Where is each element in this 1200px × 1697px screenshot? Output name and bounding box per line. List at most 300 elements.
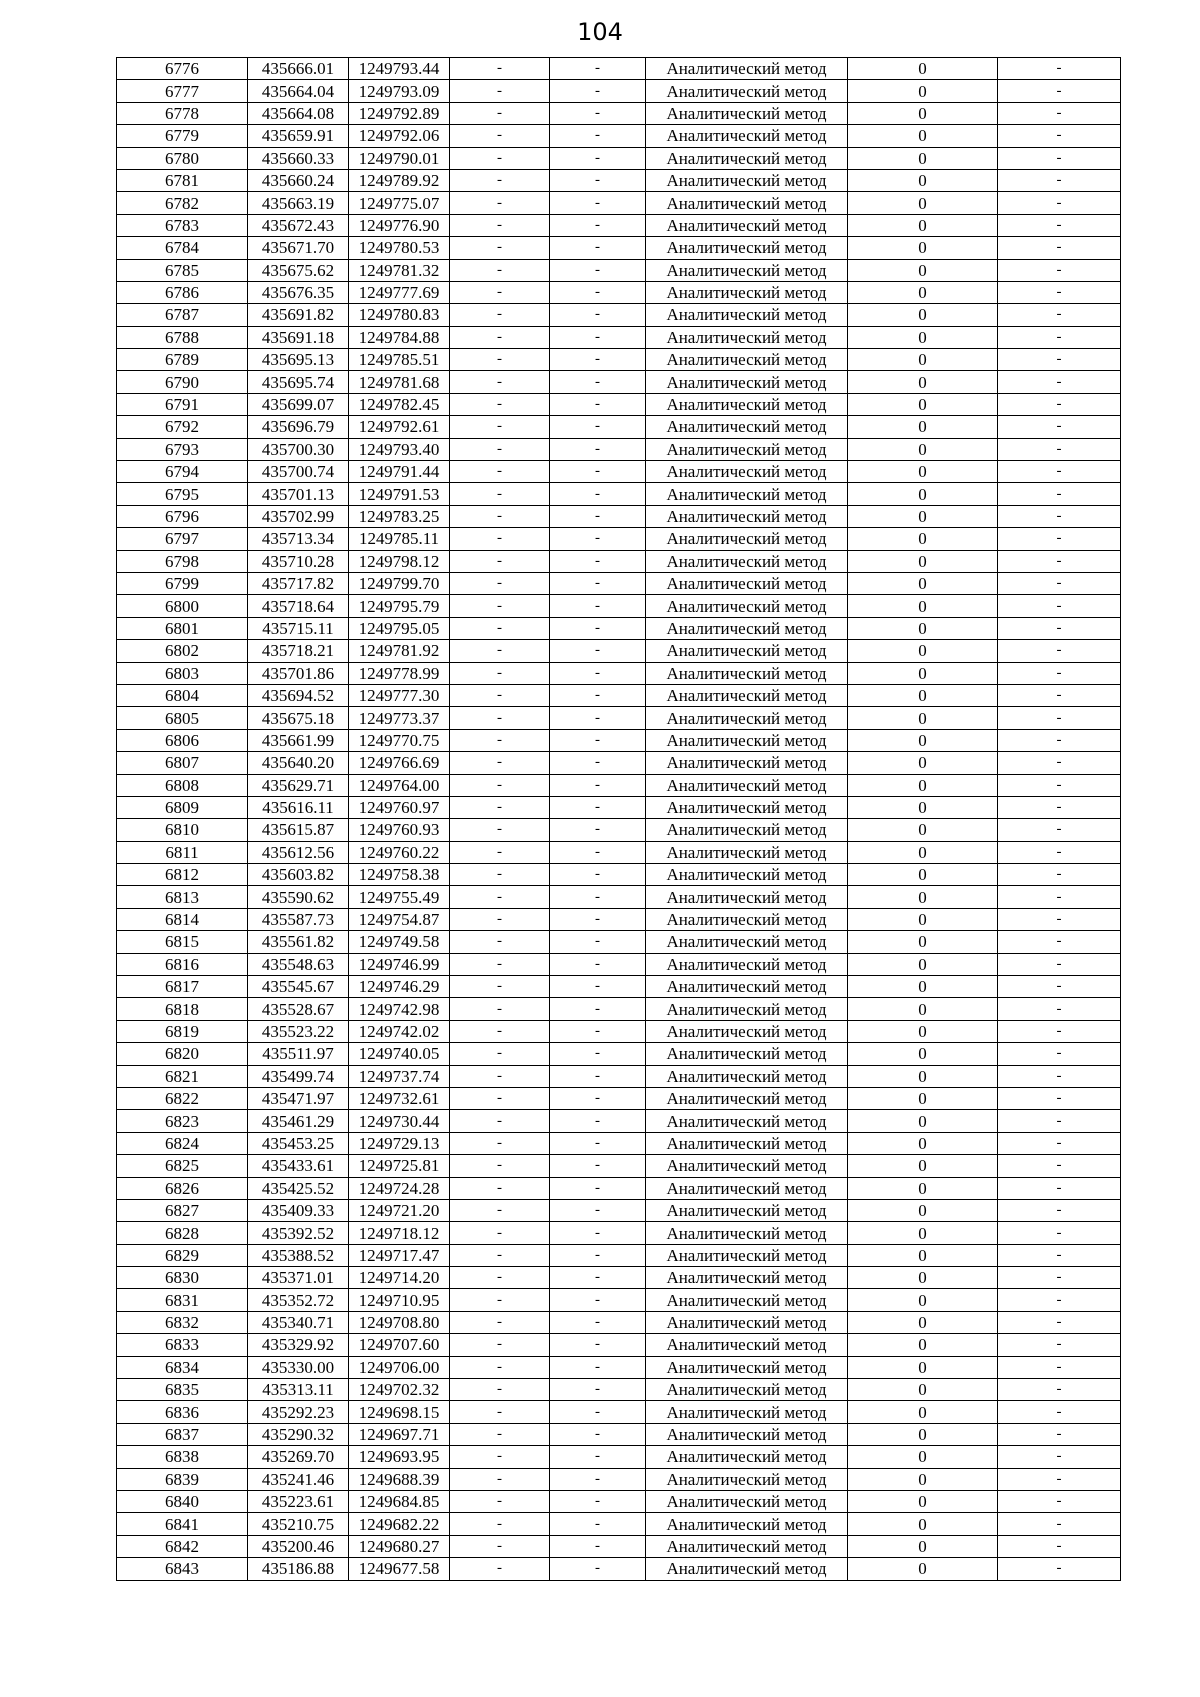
point-number-cell: 6813 — [117, 886, 248, 908]
table-row — [117, 819, 1121, 841]
table-row — [117, 1558, 1121, 1580]
error-cell: 0 — [848, 819, 998, 841]
col4-cell: - — [450, 729, 550, 751]
point-number-cell: 6830 — [117, 1267, 248, 1289]
col8-cell: - — [998, 1423, 1121, 1445]
method-cell: Аналитический метод — [646, 1177, 848, 1199]
table-row — [117, 304, 1121, 326]
col4-cell: - — [450, 1334, 550, 1356]
y-coordinate-cell: 1249784.88 — [349, 326, 450, 348]
y-coordinate-cell: 1249742.02 — [349, 1020, 450, 1042]
col5-cell: - — [550, 483, 646, 505]
x-coordinate-cell: 435615.87 — [248, 819, 349, 841]
point-number-cell: 6835 — [117, 1379, 248, 1401]
col8-cell: - — [998, 1446, 1121, 1468]
method-cell: Аналитический метод — [646, 953, 848, 975]
col8-cell: - — [998, 169, 1121, 191]
y-coordinate-cell: 1249707.60 — [349, 1334, 450, 1356]
x-coordinate-cell: 435691.18 — [248, 326, 349, 348]
table-row — [117, 1132, 1121, 1154]
method-cell: Аналитический метод — [646, 393, 848, 415]
point-number-cell: 6804 — [117, 684, 248, 706]
table-row — [117, 416, 1121, 438]
col5-cell: - — [550, 1468, 646, 1490]
table-row — [117, 1155, 1121, 1177]
y-coordinate-cell: 1249791.44 — [349, 461, 450, 483]
x-coordinate-cell: 435186.88 — [248, 1558, 349, 1580]
error-cell: 0 — [848, 998, 998, 1020]
point-number-cell: 6843 — [117, 1558, 248, 1580]
col4-cell: - — [450, 1110, 550, 1132]
table-row — [117, 1401, 1121, 1423]
x-coordinate-cell: 435691.82 — [248, 304, 349, 326]
error-cell: 0 — [848, 304, 998, 326]
error-cell: 0 — [848, 841, 998, 863]
col4-cell: - — [450, 1087, 550, 1109]
col5-cell: - — [550, 1155, 646, 1177]
col5-cell: - — [550, 931, 646, 953]
col5-cell: - — [550, 662, 646, 684]
col5-cell: - — [550, 550, 646, 572]
col5-cell: - — [550, 572, 646, 594]
x-coordinate-cell: 435200.46 — [248, 1535, 349, 1557]
error-cell: 0 — [848, 684, 998, 706]
col5-cell: - — [550, 1087, 646, 1109]
method-cell: Аналитический метод — [646, 841, 848, 863]
col8-cell: - — [998, 1558, 1121, 1580]
method-cell: Аналитический метод — [646, 416, 848, 438]
y-coordinate-cell: 1249688.39 — [349, 1468, 450, 1490]
x-coordinate-cell: 435664.08 — [248, 102, 349, 124]
col4-cell: - — [450, 281, 550, 303]
point-number-cell: 6808 — [117, 774, 248, 796]
col4-cell: - — [450, 707, 550, 729]
point-number-cell: 6791 — [117, 393, 248, 415]
table-row — [117, 976, 1121, 998]
method-cell: Аналитический метод — [646, 1043, 848, 1065]
col4-cell: - — [450, 908, 550, 930]
col4-cell: - — [450, 1065, 550, 1087]
col4-cell: - — [450, 483, 550, 505]
table-row — [117, 1177, 1121, 1199]
col4-cell: - — [450, 998, 550, 1020]
col8-cell: - — [998, 438, 1121, 460]
error-cell: 0 — [848, 640, 998, 662]
col5-cell: - — [550, 349, 646, 371]
col4-cell: - — [450, 1222, 550, 1244]
method-cell: Аналитический метод — [646, 1222, 848, 1244]
col8-cell: - — [998, 908, 1121, 930]
col4-cell: - — [450, 572, 550, 594]
table-row — [117, 349, 1121, 371]
col4-cell: - — [450, 1267, 550, 1289]
y-coordinate-cell: 1249721.20 — [349, 1199, 450, 1221]
col5-cell: - — [550, 259, 646, 281]
y-coordinate-cell: 1249781.92 — [349, 640, 450, 662]
col8-cell: - — [998, 461, 1121, 483]
y-coordinate-cell: 1249778.99 — [349, 662, 450, 684]
point-number-cell: 6827 — [117, 1199, 248, 1221]
error-cell: 0 — [848, 1177, 998, 1199]
col5-cell: - — [550, 595, 646, 617]
y-coordinate-cell: 1249793.40 — [349, 438, 450, 460]
col8-cell: - — [998, 617, 1121, 639]
point-number-cell: 6795 — [117, 483, 248, 505]
table-row — [117, 752, 1121, 774]
y-coordinate-cell: 1249773.37 — [349, 707, 450, 729]
point-number-cell: 6779 — [117, 125, 248, 147]
x-coordinate-cell: 435661.99 — [248, 729, 349, 751]
col4-cell: - — [450, 1513, 550, 1535]
method-cell: Аналитический метод — [646, 1110, 848, 1132]
table-row — [117, 1267, 1121, 1289]
method-cell: Аналитический метод — [646, 1199, 848, 1221]
col8-cell: - — [998, 774, 1121, 796]
col8-cell: - — [998, 729, 1121, 751]
y-coordinate-cell: 1249795.79 — [349, 595, 450, 617]
col8-cell: - — [998, 1468, 1121, 1490]
method-cell: Аналитический метод — [646, 483, 848, 505]
error-cell: 0 — [848, 259, 998, 281]
col4-cell: - — [450, 461, 550, 483]
table-row — [117, 998, 1121, 1020]
col5-cell: - — [550, 192, 646, 214]
error-cell: 0 — [848, 1334, 998, 1356]
x-coordinate-cell: 435545.67 — [248, 976, 349, 998]
y-coordinate-cell: 1249777.30 — [349, 684, 450, 706]
col8-cell: - — [998, 841, 1121, 863]
point-number-cell: 6803 — [117, 662, 248, 684]
y-coordinate-cell: 1249724.28 — [349, 1177, 450, 1199]
col8-cell: - — [998, 1065, 1121, 1087]
point-number-cell: 6777 — [117, 80, 248, 102]
x-coordinate-cell: 435269.70 — [248, 1446, 349, 1468]
table-row — [117, 1244, 1121, 1266]
point-number-cell: 6800 — [117, 595, 248, 617]
x-coordinate-cell: 435695.74 — [248, 371, 349, 393]
x-coordinate-cell: 435587.73 — [248, 908, 349, 930]
table-row — [117, 1379, 1121, 1401]
col4-cell: - — [450, 1535, 550, 1557]
error-cell: 0 — [848, 595, 998, 617]
table-row — [117, 707, 1121, 729]
method-cell: Аналитический метод — [646, 662, 848, 684]
col8-cell: - — [998, 707, 1121, 729]
point-number-cell: 6782 — [117, 192, 248, 214]
method-cell: Аналитический метод — [646, 147, 848, 169]
method-cell: Аналитический метод — [646, 774, 848, 796]
y-coordinate-cell: 1249730.44 — [349, 1110, 450, 1132]
method-cell: Аналитический метод — [646, 864, 848, 886]
table-row — [117, 214, 1121, 236]
table-row — [117, 1535, 1121, 1557]
x-coordinate-cell: 435313.11 — [248, 1379, 349, 1401]
col5-cell: - — [550, 1401, 646, 1423]
error-cell: 0 — [848, 1401, 998, 1423]
col8-cell: - — [998, 1199, 1121, 1221]
point-number-cell: 6826 — [117, 1177, 248, 1199]
col5-cell: - — [550, 1222, 646, 1244]
method-cell: Аналитический метод — [646, 931, 848, 953]
x-coordinate-cell: 435590.62 — [248, 886, 349, 908]
x-coordinate-cell: 435660.33 — [248, 147, 349, 169]
point-number-cell: 6809 — [117, 796, 248, 818]
x-coordinate-cell: 435616.11 — [248, 796, 349, 818]
x-coordinate-cell: 435340.71 — [248, 1311, 349, 1333]
table-row — [117, 461, 1121, 483]
point-number-cell: 6838 — [117, 1446, 248, 1468]
x-coordinate-cell: 435292.23 — [248, 1401, 349, 1423]
method-cell: Аналитический метод — [646, 595, 848, 617]
col5-cell: - — [550, 1289, 646, 1311]
col5-cell: - — [550, 729, 646, 751]
col8-cell: - — [998, 1513, 1121, 1535]
method-cell: Аналитический метод — [646, 550, 848, 572]
y-coordinate-cell: 1249792.61 — [349, 416, 450, 438]
table-row — [117, 58, 1121, 80]
method-cell: Аналитический метод — [646, 214, 848, 236]
table-row — [117, 931, 1121, 953]
y-coordinate-cell: 1249708.80 — [349, 1311, 450, 1333]
table-row — [117, 595, 1121, 617]
col5-cell: - — [550, 371, 646, 393]
error-cell: 0 — [848, 1244, 998, 1266]
error-cell: 0 — [848, 483, 998, 505]
col8-cell: - — [998, 796, 1121, 818]
col4-cell: - — [450, 752, 550, 774]
method-cell: Аналитический метод — [646, 1020, 848, 1042]
col5-cell: - — [550, 1423, 646, 1445]
x-coordinate-cell: 435659.91 — [248, 125, 349, 147]
x-coordinate-cell: 435409.33 — [248, 1199, 349, 1221]
col5-cell: - — [550, 281, 646, 303]
x-coordinate-cell: 435718.64 — [248, 595, 349, 617]
error-cell: 0 — [848, 752, 998, 774]
method-cell: Аналитический метод — [646, 169, 848, 191]
x-coordinate-cell: 435700.74 — [248, 461, 349, 483]
error-cell: 0 — [848, 1289, 998, 1311]
table-row — [117, 1110, 1121, 1132]
method-cell: Аналитический метод — [646, 1244, 848, 1266]
method-cell: Аналитический метод — [646, 371, 848, 393]
col4-cell: - — [450, 796, 550, 818]
error-cell: 0 — [848, 1311, 998, 1333]
col5-cell: - — [550, 886, 646, 908]
table-row — [117, 147, 1121, 169]
col4-cell: - — [450, 1311, 550, 1333]
col8-cell: - — [998, 1334, 1121, 1356]
col4-cell: - — [450, 640, 550, 662]
method-cell: Аналитический метод — [646, 572, 848, 594]
point-number-cell: 6842 — [117, 1535, 248, 1557]
point-number-cell: 6820 — [117, 1043, 248, 1065]
col4-cell: - — [450, 214, 550, 236]
col8-cell: - — [998, 58, 1121, 80]
y-coordinate-cell: 1249693.95 — [349, 1446, 450, 1468]
y-coordinate-cell: 1249746.99 — [349, 953, 450, 975]
point-number-cell: 6778 — [117, 102, 248, 124]
error-cell: 0 — [848, 528, 998, 550]
x-coordinate-cell: 435676.35 — [248, 281, 349, 303]
col5-cell: - — [550, 617, 646, 639]
col4-cell: - — [450, 80, 550, 102]
col5-cell: - — [550, 640, 646, 662]
col4-cell: - — [450, 1020, 550, 1042]
col4-cell: - — [450, 528, 550, 550]
point-number-cell: 6822 — [117, 1087, 248, 1109]
error-cell: 0 — [848, 1110, 998, 1132]
col5-cell: - — [550, 461, 646, 483]
table-row — [117, 1311, 1121, 1333]
method-cell: Аналитический метод — [646, 438, 848, 460]
table-row — [117, 640, 1121, 662]
col4-cell: - — [450, 371, 550, 393]
table-row — [117, 125, 1121, 147]
method-cell: Аналитический метод — [646, 1446, 848, 1468]
table-row — [117, 192, 1121, 214]
col8-cell: - — [998, 819, 1121, 841]
col4-cell: - — [450, 1132, 550, 1154]
method-cell: Аналитический метод — [646, 528, 848, 550]
method-cell: Аналитический метод — [646, 976, 848, 998]
x-coordinate-cell: 435718.21 — [248, 640, 349, 662]
point-number-cell: 6812 — [117, 864, 248, 886]
method-cell: Аналитический метод — [646, 1401, 848, 1423]
col8-cell: - — [998, 864, 1121, 886]
table-row — [117, 572, 1121, 594]
table-row — [117, 1334, 1121, 1356]
y-coordinate-cell: 1249795.05 — [349, 617, 450, 639]
col5-cell: - — [550, 908, 646, 930]
col4-cell: - — [450, 931, 550, 953]
point-number-cell: 6794 — [117, 461, 248, 483]
y-coordinate-cell: 1249798.12 — [349, 550, 450, 572]
y-coordinate-cell: 1249775.07 — [349, 192, 450, 214]
col4-cell: - — [450, 774, 550, 796]
x-coordinate-cell: 435696.79 — [248, 416, 349, 438]
point-number-cell: 6833 — [117, 1334, 248, 1356]
col5-cell: - — [550, 1491, 646, 1513]
y-coordinate-cell: 1249737.74 — [349, 1065, 450, 1087]
col5-cell: - — [550, 1311, 646, 1333]
table-row — [117, 550, 1121, 572]
error-cell: 0 — [848, 505, 998, 527]
x-coordinate-cell: 435329.92 — [248, 1334, 349, 1356]
error-cell: 0 — [848, 1423, 998, 1445]
x-coordinate-cell: 435471.97 — [248, 1087, 349, 1109]
point-number-cell: 6802 — [117, 640, 248, 662]
y-coordinate-cell: 1249783.25 — [349, 505, 450, 527]
y-coordinate-cell: 1249793.09 — [349, 80, 450, 102]
point-number-cell: 6811 — [117, 841, 248, 863]
col5-cell: - — [550, 438, 646, 460]
point-number-cell: 6776 — [117, 58, 248, 80]
col4-cell: - — [450, 1244, 550, 1266]
method-cell: Аналитический метод — [646, 1423, 848, 1445]
point-number-cell: 6828 — [117, 1222, 248, 1244]
col5-cell: - — [550, 752, 646, 774]
col8-cell: - — [998, 1177, 1121, 1199]
col5-cell: - — [550, 125, 646, 147]
point-number-cell: 6819 — [117, 1020, 248, 1042]
point-number-cell: 6810 — [117, 819, 248, 841]
col4-cell: - — [450, 259, 550, 281]
col5-cell: - — [550, 707, 646, 729]
point-number-cell: 6788 — [117, 326, 248, 348]
col4-cell: - — [450, 550, 550, 572]
point-number-cell: 6799 — [117, 572, 248, 594]
point-number-cell: 6816 — [117, 953, 248, 975]
point-number-cell: 6805 — [117, 707, 248, 729]
y-coordinate-cell: 1249758.38 — [349, 864, 450, 886]
y-coordinate-cell: 1249732.61 — [349, 1087, 450, 1109]
col5-cell: - — [550, 1535, 646, 1557]
error-cell: 0 — [848, 1267, 998, 1289]
error-cell: 0 — [848, 617, 998, 639]
col8-cell: - — [998, 125, 1121, 147]
y-coordinate-cell: 1249789.92 — [349, 169, 450, 191]
col8-cell: - — [998, 572, 1121, 594]
col5-cell: - — [550, 1065, 646, 1087]
col8-cell: - — [998, 1535, 1121, 1557]
col8-cell: - — [998, 595, 1121, 617]
y-coordinate-cell: 1249755.49 — [349, 886, 450, 908]
col5-cell: - — [550, 1379, 646, 1401]
error-cell: 0 — [848, 281, 998, 303]
point-number-cell: 6789 — [117, 349, 248, 371]
x-coordinate-cell: 435629.71 — [248, 774, 349, 796]
col4-cell: - — [450, 841, 550, 863]
x-coordinate-cell: 435664.04 — [248, 80, 349, 102]
method-cell: Аналитический метод — [646, 304, 848, 326]
col8-cell: - — [998, 281, 1121, 303]
col8-cell: - — [998, 1311, 1121, 1333]
col8-cell: - — [998, 1267, 1121, 1289]
coordinates-table — [116, 57, 1121, 1581]
y-coordinate-cell: 1249754.87 — [349, 908, 450, 930]
col4-cell: - — [450, 125, 550, 147]
error-cell: 0 — [848, 1043, 998, 1065]
table-row — [117, 1043, 1121, 1065]
col4-cell: - — [450, 1468, 550, 1490]
col4-cell: - — [450, 1401, 550, 1423]
col5-cell: - — [550, 528, 646, 550]
x-coordinate-cell: 435671.70 — [248, 237, 349, 259]
col4-cell: - — [450, 1043, 550, 1065]
method-cell: Аналитический метод — [646, 1535, 848, 1557]
col5-cell: - — [550, 841, 646, 863]
point-number-cell: 6817 — [117, 976, 248, 998]
table-row — [117, 505, 1121, 527]
x-coordinate-cell: 435701.13 — [248, 483, 349, 505]
method-cell: Аналитический метод — [646, 640, 848, 662]
table-row — [117, 371, 1121, 393]
col5-cell: - — [550, 998, 646, 1020]
x-coordinate-cell: 435675.18 — [248, 707, 349, 729]
table-row — [117, 1199, 1121, 1221]
y-coordinate-cell: 1249780.53 — [349, 237, 450, 259]
error-cell: 0 — [848, 886, 998, 908]
error-cell: 0 — [848, 953, 998, 975]
method-cell: Аналитический метод — [646, 505, 848, 527]
table-row — [117, 1356, 1121, 1378]
col4-cell: - — [450, 349, 550, 371]
method-cell: Аналитический метод — [646, 349, 848, 371]
point-number-cell: 6793 — [117, 438, 248, 460]
error-cell: 0 — [848, 1199, 998, 1221]
method-cell: Аналитический метод — [646, 684, 848, 706]
error-cell: 0 — [848, 214, 998, 236]
